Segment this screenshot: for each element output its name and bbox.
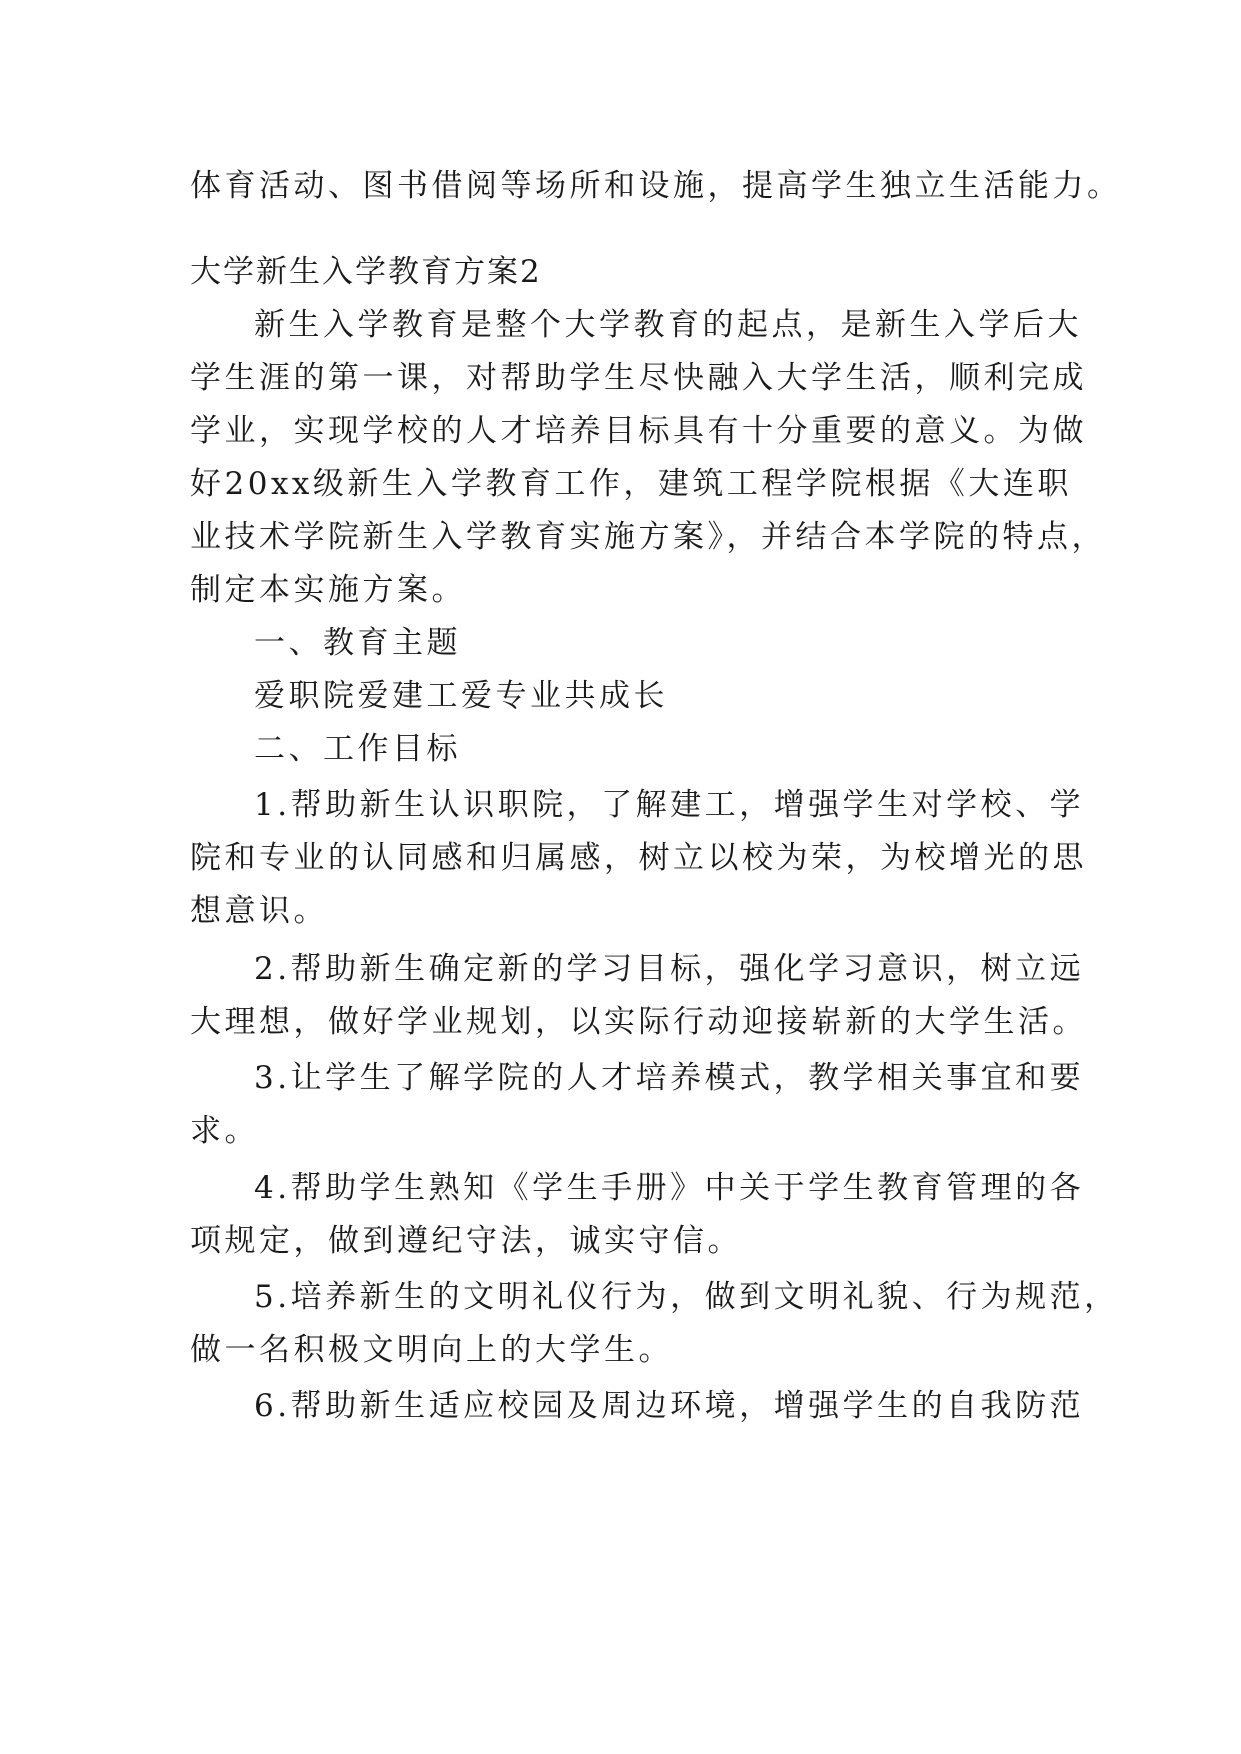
list-item-line: 6.帮助新生适应校园及周边环境，增强学生的自我防范 [254,1388,1085,1424]
list-item-line: 求。 [190,1113,259,1149]
paragraph-line: 学生涯的第一课，对帮助学生尽快融入大学生活，顺利完成 [190,360,1087,396]
subheading: 二、工作目标 [254,731,461,767]
subheading: 一、教育主题 [254,625,461,661]
paragraph-line: 爱职院爱建工爱专业共成长 [254,678,668,714]
list-item-line: 1.帮助新生认识职院，了解建工，增强学生对学校、学 [254,787,1085,823]
paragraph-line: 新生入学教育是整个大学教育的起点，是新生入学后大 [254,307,1082,343]
list-item-line: 5.培养新生的文明礼仪行为，做到文明礼貌、行为规范， [254,1279,1119,1315]
paragraph-line: 业技术学院新生入学教育实施方案》，并结合本学院的特点， [190,519,1106,555]
paragraph-line: 好20xx级新生入学教育工作，建筑工程学院根据《大连职 [190,466,1072,502]
list-item-line: 3.让学生了解学院的人才培养模式，教学相关事宜和要 [254,1060,1085,1096]
paragraph-line: 学业，实现学校的人才培养目标具有十分重要的意义。为做 [190,413,1087,449]
paragraph-line: 体育活动、图书借阅等场所和设施，提高学生独立生活能力。 [190,168,1122,204]
list-item-line: 项规定，做到遵纪守法，诚实守信。 [190,1223,742,1259]
list-item-line: 想意识。 [190,893,328,929]
paragraph-line: 制定本实施方案。 [190,572,466,608]
list-item-line: 4.帮助学生熟知《学生手册》中关于学生教育管理的各 [254,1170,1085,1206]
list-item-line: 做一名积极文明向上的大学生。 [190,1332,673,1368]
list-item-line: 院和专业的认同感和归属感，树立以校为荣，为校增光的思 [190,840,1087,876]
list-item-line: 2.帮助新生确定新的学习目标，强化学习意识，树立远 [254,951,1085,987]
list-item-line: 大理想，做好学业规划，以实际行动迎接崭新的大学生活。 [190,1004,1087,1040]
section-title: 大学新生入学教育方案2 [190,254,542,290]
